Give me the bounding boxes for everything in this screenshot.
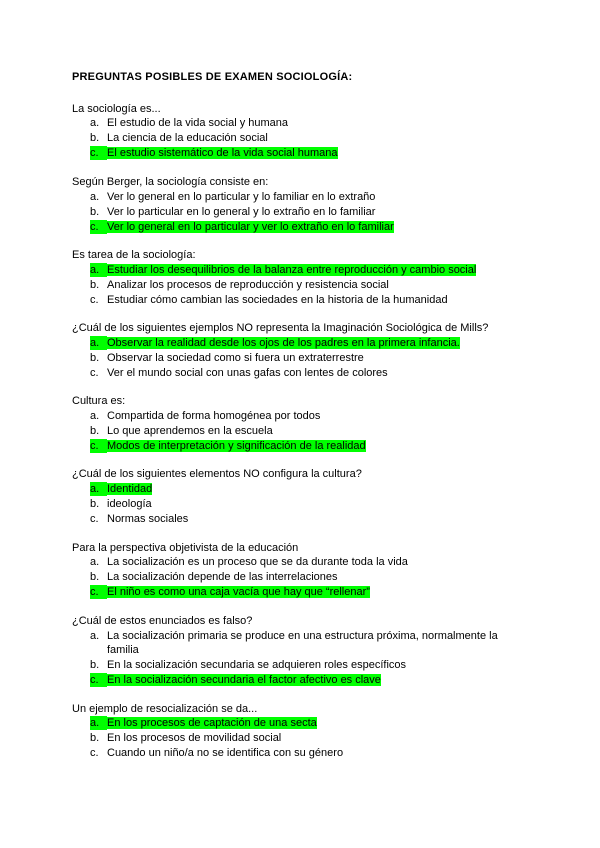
question-3: Es tarea de la sociología: [72, 249, 196, 261]
options-6 [90, 482, 188, 527]
question-7: Para la perspectiva objetivista de la educación [72, 542, 299, 554]
option-8c-correct: c. En la socialización secundaria el factor afectivo es clave [90, 674, 381, 686]
options-8 [90, 629, 510, 688]
options-5 [90, 409, 366, 454]
option-3c: c. Estudiar cómo cambian las sociedades en la historia de la humanidad [90, 294, 448, 306]
options-9 [90, 716, 343, 761]
option-8b: b. En la socialización secundaria se adquieren roles específicos [90, 659, 407, 671]
options-1 [90, 116, 338, 161]
option-3b: b. Analizar los procesos de reproducción y resistencia social [90, 279, 389, 291]
option-9b: b. En los procesos de movilidad social [90, 732, 282, 744]
options-7 [90, 555, 408, 600]
option-7c-correct: c. El niño es como una caja vacía que hay que “rellenar” [90, 586, 370, 598]
question-1: La sociología es... [72, 103, 161, 115]
options-3 [90, 263, 476, 308]
question-5: Cultura es: [72, 395, 126, 407]
option-4c: c. Ver el mundo social con unas gafas con lentes de colores [90, 367, 388, 379]
question-8: ¿Cuál de estos enunciados es falso? [72, 615, 253, 627]
option-2a: a. Ver lo general en lo particular y lo familiar en lo extraño [90, 191, 376, 203]
option-1b: b. La ciencia de la educación social [90, 132, 268, 144]
option-2c-correct: c. Ver lo general en lo particular y ver lo extraño en lo familiar [90, 221, 394, 233]
option-6a-correct: a. Identidad [90, 483, 153, 495]
option-8a: a. La socialización primaria se produce en una estructura próxima, normalmente la familia [90, 630, 498, 656]
option-5c-correct: c. Modos de interpretación y significación de la realidad [90, 440, 366, 452]
question-6: ¿Cuál de los siguientes elementos NO configura la cultura? [72, 468, 362, 480]
option-9c: c. Cuando un niño/a no se identifica con su género [90, 747, 344, 759]
option-5a: a. Compartida de forma homogénea por todos [90, 410, 321, 422]
question-9: Un ejemplo de resocialización se da... [72, 703, 258, 715]
option-9a-correct: a. En los procesos de captación de una secta [90, 717, 317, 729]
option-4b: b. Observar la sociedad como si fuera un extraterrestre [90, 352, 364, 364]
option-7b: b. La socialización depende de las interrelaciones [90, 571, 338, 583]
options-2 [90, 190, 394, 235]
option-6c: c. Normas sociales [90, 513, 189, 525]
option-4a-correct: a. Observar la realidad desde los ojos de los padres en la primera infancia. [90, 337, 460, 349]
option-2b: b. Ver lo particular en lo general y lo extraño en lo familiar [90, 206, 376, 218]
option-1c-correct: c. El estudio sistemático de la vida social humana [90, 147, 338, 159]
option-1a: a. El estudio de la vida social y humana [90, 117, 288, 129]
option-6b: b. ideología [90, 498, 152, 510]
option-7a: a. La socialización es un proceso que se da durante toda la vida [90, 556, 408, 568]
option-5b: b. Lo que aprendemos en la escuela [90, 425, 273, 437]
question-2: Según Berger, la sociología consiste en: [72, 176, 269, 188]
question-4: ¿Cuál de los siguientes ejemplos NO representa la Imaginación Sociológica de Mills? [72, 322, 489, 334]
option-3a-correct: a. Estudiar los desequilibrios de la balanza entre reproducción y cambio social [90, 264, 477, 276]
page-title: PREGUNTAS POSIBLES DE EXAMEN SOCIOLOGÍA: [72, 71, 353, 83]
options-4 [90, 336, 460, 381]
